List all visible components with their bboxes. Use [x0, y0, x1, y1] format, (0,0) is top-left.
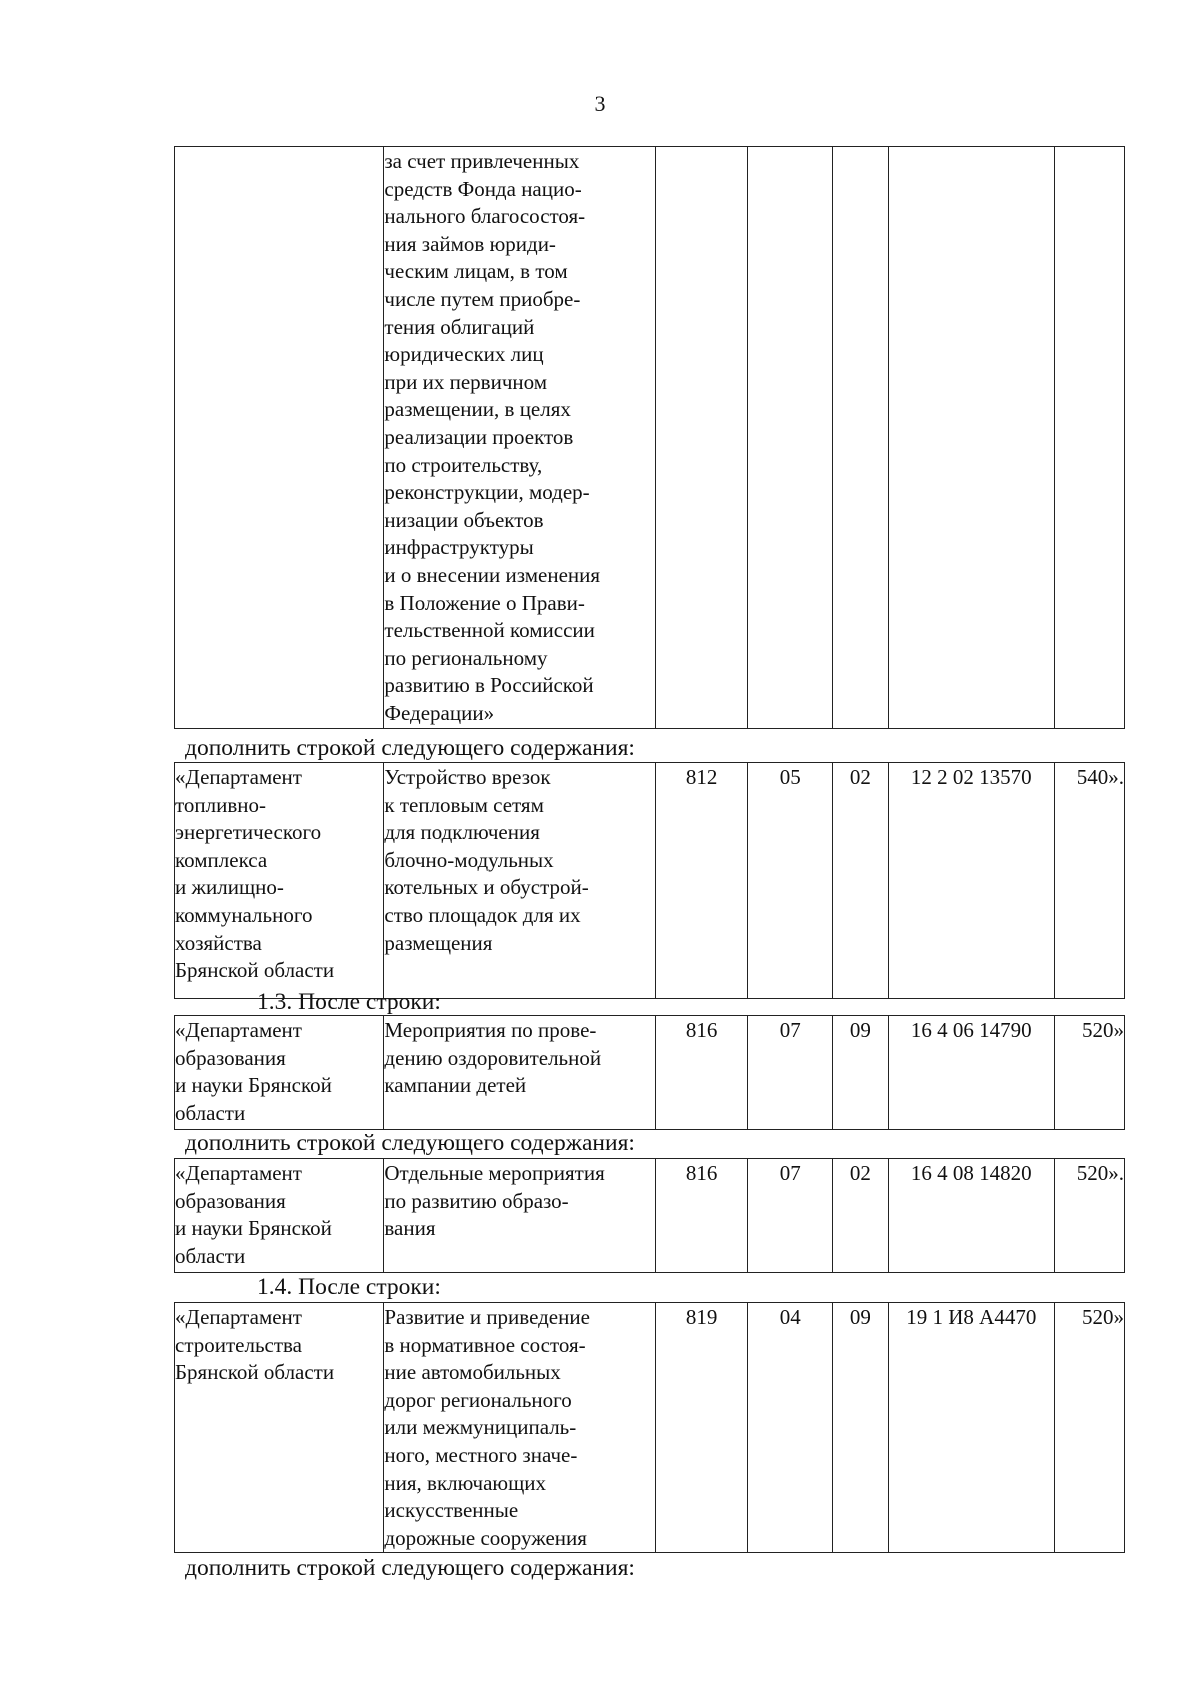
expense-type-cell: 520» [1054, 1303, 1124, 1553]
page-number: 3 [594, 91, 606, 116]
budget-table-row-1-3 [174, 1015, 1125, 1130]
ministry-code-cell [655, 147, 748, 729]
department-cell: «Департамент строительства Брянской области [175, 1303, 384, 1553]
instruction-after-row-1-4: 1.4. После строки: [257, 1274, 441, 1300]
instruction-after-row-1-3: 1.3. После строки: [257, 989, 441, 1015]
section-code-cell: 07 [748, 1159, 833, 1273]
ministry-code-cell: 812 [655, 763, 748, 999]
instruction-add-row: дополнить строкой следующего содержания: [185, 1130, 635, 1156]
table-row [175, 147, 1125, 729]
subsection-code-cell: 02 [833, 1159, 889, 1273]
expense-type-cell: 520». [1054, 1159, 1124, 1273]
section-code-cell: 05 [748, 763, 833, 999]
expense-type-cell: 520» [1054, 1016, 1124, 1130]
instruction-add-row: дополнить строкой следующего содержания: [185, 1555, 635, 1581]
subsection-code-cell [833, 147, 889, 729]
department-cell [175, 147, 384, 729]
purpose-cell: за счет привлеченных средств Фонда нацио- нального благосостоя- ния займов юриди- ческим лицам, в том числе путем приобре- тения облигаций юридических лиц при их первичном размещении, в целях реализации проектов по строительству, реконструкции, модер- низации объектов инфраструктуры и о внесении изменения в Положение о Прави- тельственной комиссии по региональному развитию в Российской Федерации» [384, 147, 655, 729]
ministry-code-cell: 816 [655, 1016, 748, 1130]
instruction-add-row: дополнить строкой следующего содержания: [185, 735, 635, 761]
section-code-cell: 07 [748, 1016, 833, 1130]
target-article-cell: 19 1 И8 А4470 [888, 1303, 1054, 1553]
subsection-code-cell: 02 [833, 763, 889, 999]
department-cell: «Департамент образования и науки Брянской области [175, 1016, 384, 1130]
table-row [175, 1016, 1125, 1130]
budget-table-row-1-4 [174, 1302, 1125, 1553]
department-cell: «Департамент образования и науки Брянской области [175, 1159, 384, 1273]
section-code-cell [748, 147, 833, 729]
target-article-cell: 16 4 08 14820 [888, 1159, 1054, 1273]
budget-table-added-row [174, 762, 1125, 999]
budget-table-added-row-1-3 [174, 1158, 1125, 1273]
table-row [175, 1303, 1125, 1553]
ministry-code-cell: 816 [655, 1159, 748, 1273]
section-code-cell: 04 [748, 1303, 833, 1553]
purpose-cell: Мероприятия по прове- дению оздоровительной кампании детей [384, 1016, 655, 1130]
purpose-cell: Развитие и приведение в нормативное состоя- ние автомобильных дорог регионального или межмуниципаль- ного, местного значе- ния, включающих искусственные дорожные сооружения [384, 1303, 655, 1553]
subsection-code-cell: 09 [833, 1016, 889, 1130]
purpose-cell: Отдельные мероприятия по развитию образо- вания [384, 1159, 655, 1273]
subsection-code-cell: 09 [833, 1303, 889, 1553]
ministry-code-cell: 819 [655, 1303, 748, 1553]
table-row [175, 763, 1125, 999]
budget-table-continuation [174, 146, 1125, 729]
department-cell: «Департамент топливно- энергетического комплекса и жилищно- коммунального хозяйства Брянской области [175, 763, 384, 999]
target-article-cell: 16 4 06 14790 [888, 1016, 1054, 1130]
expense-type-cell: 540». [1054, 763, 1124, 999]
purpose-cell: Устройство врезок к тепловым сетям для подключения блочно-модульных котельных и обустрой- ство площадок для их размещения [384, 763, 655, 999]
table-row [175, 1159, 1125, 1273]
target-article-cell [888, 147, 1054, 729]
target-article-cell: 12 2 02 13570 [888, 763, 1054, 999]
expense-type-cell [1054, 147, 1124, 729]
